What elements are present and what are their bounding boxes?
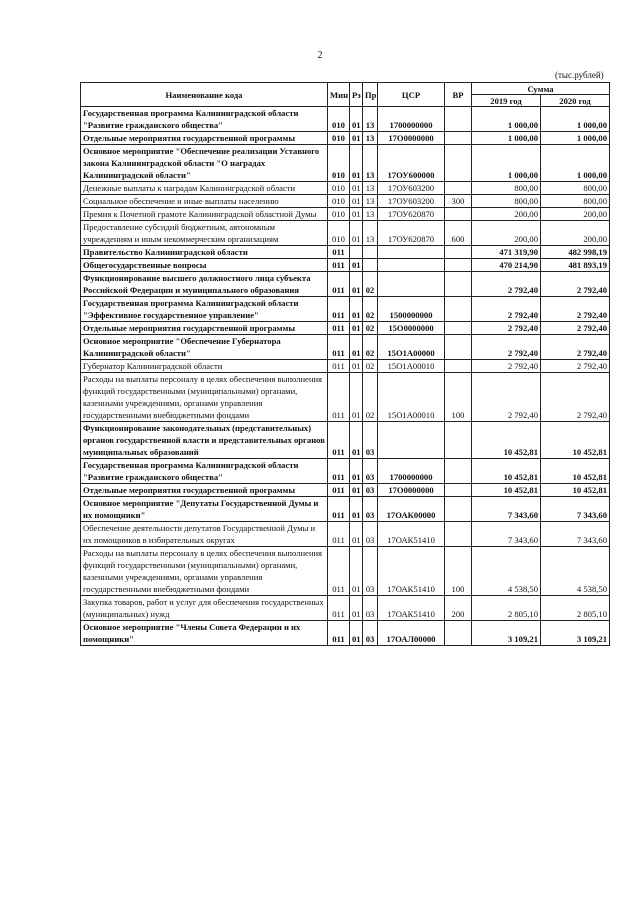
table-row [81, 360, 610, 373]
cell-2020: 800,00 [541, 182, 610, 195]
cell-rz: 01 [350, 596, 363, 621]
cell-min: 011 [328, 621, 350, 646]
cell-csr [378, 422, 445, 459]
cell-rz: 01 [350, 259, 363, 272]
cell-rz: 01 [350, 373, 363, 422]
cell-rz: 01 [350, 422, 363, 459]
cell-csr: 17ОАК00000 [378, 497, 445, 522]
cell-name: Правительство Калининградской области [81, 246, 328, 259]
cell-rz: 01 [350, 497, 363, 522]
page-number: 2 [317, 50, 323, 61]
cell-2019: 10 452,81 [472, 422, 541, 459]
cell-name: Функционирование законодательных (представительных) органов государственной власти и представительных органов муниципальных образований [81, 422, 328, 459]
cell-min: 010 [328, 107, 350, 132]
cell-csr [378, 246, 445, 259]
cell-2020: 2 792,40 [541, 322, 610, 335]
cell-vr [445, 621, 472, 646]
cell-vr [445, 484, 472, 497]
cell-vr [445, 422, 472, 459]
cell-csr: 1700000000 [378, 459, 445, 484]
cell-2020: 3 109,21 [541, 621, 610, 646]
cell-2020: 10 452,81 [541, 422, 610, 459]
cell-name: Отдельные мероприятия государственной программы [81, 484, 328, 497]
cell-vr [445, 522, 472, 547]
cell-min: 010 [328, 208, 350, 221]
cell-2020: 2 792,40 [541, 373, 610, 422]
cell-csr: 17ОУ620870 [378, 208, 445, 221]
cell-vr [445, 497, 472, 522]
cell-2019: 7 343,60 [472, 522, 541, 547]
cell-2019: 2 792,40 [472, 335, 541, 360]
cell-rz: 01 [350, 360, 363, 373]
table-row [81, 246, 610, 259]
cell-name: Государственная программа Калининградской области "Эффективное государственное управление" [81, 297, 328, 322]
cell-rz: 01 [350, 195, 363, 208]
cell-vr: 600 [445, 221, 472, 246]
cell-2019: 1 000,00 [472, 132, 541, 145]
cell-2020: 1 000,00 [541, 145, 610, 182]
cell-rz: 01 [350, 132, 363, 145]
cell-name: Государственная программа Калининградской области "Развитие гражданского общества" [81, 107, 328, 132]
cell-rz: 01 [350, 484, 363, 497]
cell-vr [445, 182, 472, 195]
cell-2020: 2 792,40 [541, 272, 610, 297]
cell-2019: 200,00 [472, 208, 541, 221]
cell-2019: 2 805,10 [472, 596, 541, 621]
cell-pr: 13 [363, 195, 378, 208]
cell-2020: 2 792,40 [541, 297, 610, 322]
cell-csr: 17ОУ603200 [378, 195, 445, 208]
table-row [81, 208, 610, 221]
cell-csr: 17ОУ603200 [378, 182, 445, 195]
cell-min: 011 [328, 335, 350, 360]
cell-vr [445, 107, 472, 132]
cell-pr: 02 [363, 297, 378, 322]
cell-pr: 03 [363, 547, 378, 596]
cell-name: Социальное обеспечение и иные выплаты населению [81, 195, 328, 208]
cell-vr [445, 272, 472, 297]
cell-name: Расходы на выплаты персоналу в целях обеспечения выполнения функций государственными (муниципальными) органами, казенными учреждениями, органами управления государственными внебюджетными фондами [81, 373, 328, 422]
cell-csr: 17ОАЛ00000 [378, 621, 445, 646]
cell-pr: 03 [363, 459, 378, 484]
cell-min: 011 [328, 547, 350, 596]
cell-min: 011 [328, 522, 350, 547]
units-label: (тыс.рублей) [555, 70, 604, 80]
table-row [81, 272, 610, 297]
cell-vr: 100 [445, 547, 472, 596]
cell-2020: 10 452,81 [541, 484, 610, 497]
table-row [81, 484, 610, 497]
cell-pr: 03 [363, 522, 378, 547]
table-row [81, 182, 610, 195]
cell-csr: 17ОУ600000 [378, 145, 445, 182]
cell-2020: 200,00 [541, 221, 610, 246]
cell-pr: 02 [363, 335, 378, 360]
cell-min: 011 [328, 422, 350, 459]
cell-rz: 01 [350, 335, 363, 360]
cell-2019: 7 343,60 [472, 497, 541, 522]
cell-pr: 13 [363, 145, 378, 182]
cell-rz: 01 [350, 182, 363, 195]
cell-name: Расходы на выплаты персоналу в целях обеспечения выполнения функций государственными (муниципальными) органами, казенными учреждениями, органами управления государственными внебюджетными фондами [81, 547, 328, 596]
cell-min: 011 [328, 246, 350, 259]
cell-vr [445, 322, 472, 335]
table-row [81, 322, 610, 335]
cell-2020: 200,00 [541, 208, 610, 221]
cell-name: Обеспечение деятельности депутатов Государственной Думы и их помощников в избирательных округах [81, 522, 328, 547]
cell-csr: 15О1А00010 [378, 360, 445, 373]
cell-2019: 10 452,81 [472, 484, 541, 497]
cell-pr: 13 [363, 132, 378, 145]
cell-rz: 01 [350, 272, 363, 297]
cell-pr: 03 [363, 621, 378, 646]
cell-csr: 15О0000000 [378, 322, 445, 335]
cell-min: 010 [328, 145, 350, 182]
cell-min: 011 [328, 322, 350, 335]
cell-min: 011 [328, 360, 350, 373]
table-row [81, 145, 610, 182]
cell-min: 011 [328, 596, 350, 621]
cell-name: Государственная программа Калининградской области "Развитие гражданского общества" [81, 459, 328, 484]
cell-rz [350, 246, 363, 259]
cell-min: 011 [328, 484, 350, 497]
cell-2019: 2 792,40 [472, 272, 541, 297]
cell-2019: 1 000,00 [472, 145, 541, 182]
cell-vr [445, 132, 472, 145]
table-row [81, 221, 610, 246]
cell-vr: 200 [445, 596, 472, 621]
table-row [81, 132, 610, 145]
cell-pr: 03 [363, 484, 378, 497]
cell-vr [445, 145, 472, 182]
table-row [81, 195, 610, 208]
cell-min: 010 [328, 132, 350, 145]
cell-name: Общегосударственные вопросы [81, 259, 328, 272]
table-row [81, 596, 610, 621]
cell-2019: 1 000,00 [472, 107, 541, 132]
cell-pr: 03 [363, 596, 378, 621]
table-row [81, 107, 610, 132]
cell-rz: 01 [350, 221, 363, 246]
cell-vr [445, 335, 472, 360]
cell-vr [445, 459, 472, 484]
cell-2020: 2 792,40 [541, 360, 610, 373]
header-2019: 2019 год [472, 95, 541, 107]
cell-2019: 470 214,90 [472, 259, 541, 272]
cell-2020: 2 792,40 [541, 335, 610, 360]
cell-name: Закупка товаров, работ и услуг для обеспечения государственных (муниципальных) нужд [81, 596, 328, 621]
header-sum: Сумма [472, 83, 610, 95]
cell-vr: 300 [445, 195, 472, 208]
cell-csr: 15О1А00010 [378, 373, 445, 422]
table-row [81, 621, 610, 646]
table-body [81, 107, 610, 646]
cell-2020: 1 000,00 [541, 107, 610, 132]
cell-csr [378, 259, 445, 272]
cell-min: 011 [328, 272, 350, 297]
cell-vr [445, 360, 472, 373]
table-row [81, 373, 610, 422]
cell-csr: 17О0000000 [378, 484, 445, 497]
cell-csr: 15О1А00000 [378, 335, 445, 360]
cell-rz: 01 [350, 107, 363, 132]
cell-2019: 4 538,50 [472, 547, 541, 596]
cell-csr: 17ОАК51410 [378, 547, 445, 596]
cell-2019: 200,00 [472, 221, 541, 246]
cell-rz: 01 [350, 621, 363, 646]
table-row [81, 259, 610, 272]
cell-2019: 2 792,40 [472, 373, 541, 422]
cell-pr: 02 [363, 272, 378, 297]
cell-name: Предоставление субсидий бюджетным, автономным учреждениям и иным некоммерческим организациям [81, 221, 328, 246]
cell-2019: 2 792,40 [472, 297, 541, 322]
cell-pr: 02 [363, 360, 378, 373]
cell-2019: 471 319,90 [472, 246, 541, 259]
cell-name: Основное мероприятие "Обеспечение Губернатора Калининградской области" [81, 335, 328, 360]
header-rz: Рз [350, 83, 363, 107]
cell-pr [363, 259, 378, 272]
table-row [81, 547, 610, 596]
table-row [81, 297, 610, 322]
cell-rz: 01 [350, 459, 363, 484]
table-row [81, 497, 610, 522]
cell-min: 010 [328, 182, 350, 195]
cell-2019: 3 109,21 [472, 621, 541, 646]
header-2020: 2020 год [541, 95, 610, 107]
cell-2020: 481 893,19 [541, 259, 610, 272]
table-header [81, 83, 610, 107]
cell-pr: 13 [363, 208, 378, 221]
cell-vr [445, 259, 472, 272]
cell-pr: 02 [363, 322, 378, 335]
cell-2020: 2 805,10 [541, 596, 610, 621]
cell-csr: 17ОУ620870 [378, 221, 445, 246]
cell-min: 011 [328, 297, 350, 322]
cell-pr [363, 246, 378, 259]
cell-pr: 13 [363, 182, 378, 195]
cell-2020: 4 538,50 [541, 547, 610, 596]
header-vr: ВР [445, 83, 472, 107]
cell-csr: 17ОАК51410 [378, 596, 445, 621]
cell-min: 010 [328, 195, 350, 208]
cell-name: Отдельные мероприятия государственной программы [81, 132, 328, 145]
cell-name: Денежные выплаты к наградам Калининградской области [81, 182, 328, 195]
cell-name: Основное мероприятие "Депутаты Государственной Думы и их помощники" [81, 497, 328, 522]
cell-rz: 01 [350, 208, 363, 221]
table-row [81, 422, 610, 459]
cell-pr: 03 [363, 497, 378, 522]
cell-vr [445, 297, 472, 322]
cell-vr: 100 [445, 373, 472, 422]
cell-name: Премия к Почетной грамоте Калининградской областной Думы [81, 208, 328, 221]
cell-csr: 17ОАК51410 [378, 522, 445, 547]
cell-min: 011 [328, 497, 350, 522]
cell-2020: 800,00 [541, 195, 610, 208]
cell-2019: 10 452,81 [472, 459, 541, 484]
cell-pr: 13 [363, 221, 378, 246]
header-min: Мин [328, 83, 350, 107]
cell-2019: 2 792,40 [472, 360, 541, 373]
cell-2020: 482 998,19 [541, 246, 610, 259]
cell-min: 010 [328, 221, 350, 246]
header-name: Наименование кода [81, 83, 328, 107]
cell-rz: 01 [350, 322, 363, 335]
cell-pr: 02 [363, 373, 378, 422]
cell-vr [445, 208, 472, 221]
cell-name: Основное мероприятие "Обеспечение реализации Уставного закона Калининградской области "О наградах Калининградской области" [81, 145, 328, 182]
cell-pr: 03 [363, 422, 378, 459]
cell-min: 011 [328, 373, 350, 422]
cell-rz: 01 [350, 522, 363, 547]
cell-rz: 01 [350, 145, 363, 182]
cell-2020: 1 000,00 [541, 132, 610, 145]
cell-2020: 10 452,81 [541, 459, 610, 484]
cell-csr: 17О0000000 [378, 132, 445, 145]
cell-min: 011 [328, 259, 350, 272]
cell-name: Основное мероприятие "Члены Совета Федерации и их помощники" [81, 621, 328, 646]
cell-name: Губернатор Калининградской области [81, 360, 328, 373]
budget-table [80, 82, 610, 646]
cell-2019: 800,00 [472, 195, 541, 208]
cell-name: Отдельные мероприятия государственной программы [81, 322, 328, 335]
cell-rz: 01 [350, 547, 363, 596]
cell-2019: 800,00 [472, 182, 541, 195]
header-pr: Пр [363, 83, 378, 107]
cell-2020: 7 343,60 [541, 522, 610, 547]
cell-pr: 13 [363, 107, 378, 132]
cell-csr: 1500000000 [378, 297, 445, 322]
table-row [81, 335, 610, 360]
table-row [81, 522, 610, 547]
cell-min: 011 [328, 459, 350, 484]
cell-rz: 01 [350, 297, 363, 322]
table-row [81, 459, 610, 484]
cell-csr: 1700000000 [378, 107, 445, 132]
cell-2019: 2 792,40 [472, 322, 541, 335]
cell-vr [445, 246, 472, 259]
cell-name: Функционирование высшего должностного лица субъекта Российской Федерации и муниципального образования [81, 272, 328, 297]
cell-csr [378, 272, 445, 297]
header-csr: ЦСР [378, 83, 445, 107]
cell-2020: 7 343,60 [541, 497, 610, 522]
